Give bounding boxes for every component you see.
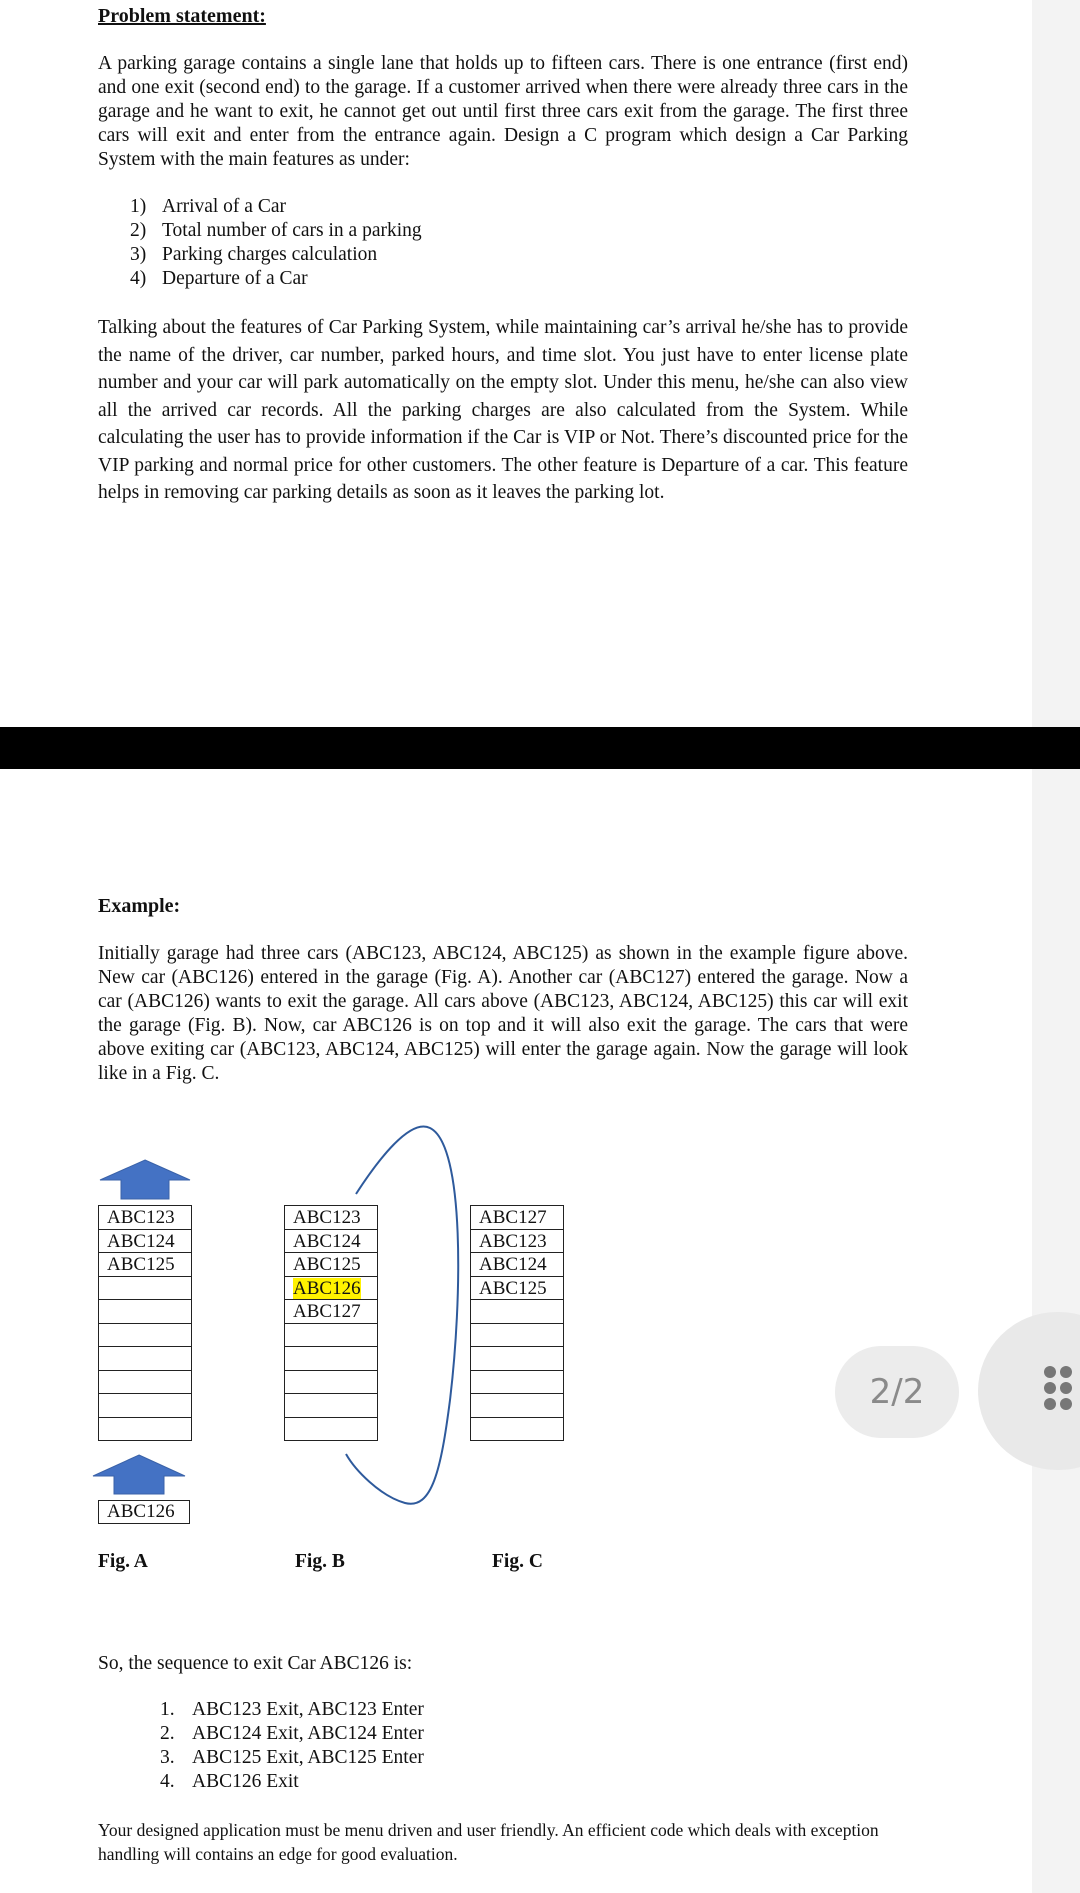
feature-item: 1) Arrival of a Car: [130, 196, 286, 217]
example-paragraph: Initially garage had three cars (ABC123, ABC124, ABC125) as shown in the example figure above. New car (ABC126) entered in the garage (Fig. A). Another car (ABC127) entered the garage. Now a car (ABC126) wants to exit the garage. All cars above (ABC123, ABC124, ABC125) this car will exit the garage (Fig. B). Now, car ABC126 is on top and it will also exit the garage. The cars that were above exiting car (ABC123, ABC124, ABC125) will enter the garage again. Now the garage will look like in a Fig. C.: [98, 943, 908, 1084]
fig-a-incoming-car: ABC126: [98, 1500, 190, 1524]
grid-dot-icon: [1060, 1382, 1072, 1394]
fig-c-slot: [471, 1371, 563, 1395]
problem-intro-paragraph: A parking garage contains a single lane that holds up to fifteen cars. There is one entrance (first end) and one exit (second end) to the garage. If a customer arrived when there were already three cars in the garage and he want to exit, he cannot get out until first three cars exit from the garage. The first three cars will exit and enter from the entrance again. Design a C program which design a Car Parking System with the main features as under:: [98, 53, 908, 170]
fig-a-slot: ABC125: [99, 1253, 191, 1277]
feature-item: 2) Total number of cars in a parking: [130, 220, 422, 241]
fig-c-slot: [471, 1394, 563, 1418]
fig-b-stack: [284, 1205, 378, 1441]
page-indicator: 2/2: [835, 1346, 959, 1438]
fig-a-slot: [99, 1277, 191, 1301]
fig-b-slot: ABC125: [285, 1253, 377, 1277]
grid-dot-icon: [1060, 1398, 1072, 1410]
fig-c-slot: ABC125: [471, 1277, 563, 1301]
sequence-item: 1. ABC123 Exit, ABC123 Enter: [160, 1699, 424, 1720]
exit-sequence-list: [160, 1698, 660, 1794]
fig-c-slot: [471, 1347, 563, 1371]
fig-a-slot: [99, 1347, 191, 1371]
fig-a-stack: [98, 1205, 192, 1441]
fig-c-stack: [470, 1205, 564, 1441]
fig-c-slot: ABC127: [471, 1206, 563, 1230]
fig-c-slot: [471, 1300, 563, 1324]
sequence-item: 2. ABC124 Exit, ABC124 Enter: [160, 1723, 424, 1744]
fig-b-slot: [285, 1418, 377, 1442]
fig-b-slot: [285, 1371, 377, 1395]
features-list: [130, 195, 630, 291]
grid-dot-icon: [1044, 1382, 1056, 1394]
fig-b-label: Fig. B: [295, 1551, 345, 1572]
fig-c-slot: [471, 1418, 563, 1442]
fig-a-slot: [99, 1371, 191, 1395]
page-separator: [0, 727, 1080, 769]
features-details-paragraph: Talking about the features of Car Parking System, while maintaining car’s arrival he/she has to provide the name of the driver, car number, parked hours, and time slot. You just have to enter license plate number and your car will park automatically on the empty slot. Under this menu, he/she can also view all the arrived car records. All the parking charges are also calculated from the System. While calculating the user has to provide information if the Car is VIP or Not. There’s discounted price for the VIP parking and normal price for other customers. The other feature is Departure of a car. This feature helps in removing car parking details as soon as it leaves the parking lot.: [98, 317, 908, 503]
fig-c-slot: [471, 1324, 563, 1348]
fig-c-label: Fig. C: [492, 1551, 543, 1572]
document-page-1: [0, 0, 1032, 727]
grid-dot-icon: [1044, 1366, 1056, 1378]
feature-item: 3) Parking charges calculation: [130, 244, 378, 265]
fig-b-slot: ABC123: [285, 1206, 377, 1230]
fig-b-slot: [285, 1324, 377, 1348]
problem-statement-heading: Problem statement:: [98, 5, 266, 27]
sequence-item: 3. ABC125 Exit, ABC125 Enter: [160, 1747, 424, 1768]
fig-a-slot: ABC123: [99, 1206, 191, 1230]
fig-a-slot: [99, 1300, 191, 1324]
fig-c-slot: ABC124: [471, 1253, 563, 1277]
fig-a-slot: ABC124: [99, 1230, 191, 1254]
fig-b-slot: [285, 1347, 377, 1371]
fig-a-slot: [99, 1418, 191, 1442]
fig-b-slot-highlighted: ABC126: [285, 1277, 377, 1301]
viewer-side-strip: [1032, 0, 1080, 1893]
closing-paragraph: Your designed application must be menu driven and user friendly. An efficient code which deals with exception handling will contains an edge for good evaluation.: [98, 1820, 879, 1864]
fig-b-slot: [285, 1394, 377, 1418]
fig-a-slot: [99, 1324, 191, 1348]
fig-a-slot: [99, 1394, 191, 1418]
sequence-intro: So, the sequence to exit Car ABC126 is:: [98, 1653, 413, 1674]
grid-dot-icon: [1060, 1366, 1072, 1378]
grid-dot-icon: [1044, 1398, 1056, 1410]
feature-item: 4) Departure of a Car: [130, 268, 308, 289]
fig-a-label: Fig. A: [98, 1551, 148, 1572]
fig-b-slot: ABC124: [285, 1230, 377, 1254]
fig-b-slot: ABC127: [285, 1300, 377, 1324]
fig-c-slot: ABC123: [471, 1230, 563, 1254]
example-heading: Example:: [98, 895, 181, 917]
sequence-item: 4. ABC126 Exit: [160, 1771, 299, 1792]
